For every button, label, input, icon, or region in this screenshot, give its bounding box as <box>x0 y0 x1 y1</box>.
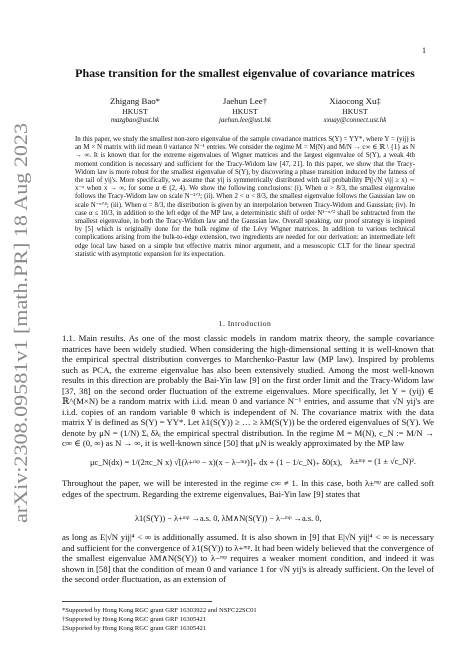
paragraph-main-results: 1.1. Main results. As one of the most classic models in random matrix theory, the sample covariance matrices have been widely studied. When considering the high-dimensional setting it is well-known that the empirical spectral distribution converges to Marchenko-Pastur law (MP law). Inspired by problems such as PCA, the extreme eigenvalue has also been extensively studied. Among the most well-known results in this direction are probably the Bai-Yin law [9] on the first order limit and the Tracy-Widom law [37, 38] on the second order fluctuation of the extreme eigenvalues. More specifically, let Y = (yij) ∈ ℝ^(M×N) be a random matrix with i.i.d. mean 0 and variance N⁻¹ entries, and assume that √N yij's are i.i.d. copies of an random variable θ which is independent of N. The covariance matrix with the data matrix Y is defined as S(Y) = YY*. Let λ1(S(Y)) ≥ … ≥ λM(S(Y)) be the ordered eigenvalues of S(Y). We denote by μN = (1/N) Σᵢ δλᵢ the empirical spectral distribution. In the regime M = M(N), c_N := M/N → c∞ ∈ (0, ∞) as N → ∞, it is well-known since [50] that μN is weakly approximated by the MP law <box>62 333 434 448</box>
author-affiliation: HKUST <box>122 107 148 116</box>
paper-title: Phase transition for the smallest eigenvalue of covariance matrices <box>75 66 415 80</box>
author-name: Jaehun Lee† <box>222 96 268 106</box>
author-email[interactable]: mazgbao@ust.hk <box>110 116 160 124</box>
section-heading: 1. Introduction <box>218 319 272 328</box>
abstract: In this paper, we study the smallest non-zero eigenvalue of the sample covariance matrices S(Y) = YY*, where Y = (yij) is an M × N matrix with iid mean 0 variance N⁻¹ entries. We consider the regime M = M(N) and M/N → c∞ ∈ ℝ \ {1} as N → ∞. It is known that for the extreme eigenvalues of Wigner matrices and the largest eigenvalue of S(Y), a weak 4th moment condition is necessary and sufficient for the Tracy-Widom law [47, 21]. In this paper, we show that the Tracy-Widom law is more robust for the smallest eigenvalue of S(Y), by discovering a phase transition induced by the fatness of the tail of yij's. More specifically, we assume that yij is symmetrically distributed with tail probability ℙ(|√N yij| ≥ x) ∼ x⁻ᵅ when x → ∞, for some α ∈ (2, 4). We show the following conclusions: (i). When α > 8/3, the smallest eigenvalue follows the Tracy-Widom law on scale N⁻²ᐟ³; (ii). When 2 < α < 8/3, the smallest eigenvalue follows the Gaussian law on scale N⁻ᵅᐟ⁴; (iii). When α = 8/3, the distribution is given by an interpolation between Tracy-Widom and Gaussian; (iv). In case α ≤ 10/3, in addition to the left edge of the MP law, a deterministic shift of order N¹⁻ᵅᐟ² shall be subtracted from the smallest eigenvalue, in both the Tracy-Widom law and the Gaussian law. Overall speaking, our proof strategy is inspired by [5] which is originally done for the bulk regime of the Lévy Wigner matrices. In addition to various technical complications arising from the bulk-to-edge extension, two ingredients are needed for our derivation: an intermediate left edge local law based on a simple but effective matrix minor argument, and a mesoscopic CLT for the linear spectral statistic with asymptotic expansion for its expectation. <box>75 136 415 258</box>
footnote-1: *Supported by Hong Kong RGC grant GRF 16303922 and NSFC22SC01 <box>62 607 257 614</box>
paragraph-bai-yin: Throughout the paper, we will be interested in the regime c∞ ≠ 1. In this case, both λ±ᵐᵖ are called soft edges of the spectrum. Regarding the extreme eigenvalues, Bai-Yin law [9] states that <box>62 478 434 499</box>
paragraph-moment-condition: as long as E|√N yij|⁴ < ∞ is additionally assumed. It is also shown in [9] that E|√N yij|⁴ < ∞ is necessary and sufficient for the convergence of λ1(S(Y)) to λ+ᵐᵖ. It had been widely believed that the convergence of the smallest eigenvalue λM∧N(S(Y)) to λ−ᵐᵖ requires a weaker moment condition, and indeed it was shown in [58] that the condition of mean 0 and variance 1 for √N yij's is already sufficient. On the level of the second order fluctuation, as an extension of <box>62 532 434 584</box>
author-affiliation: HKUST <box>342 107 368 116</box>
footnote-3: ‡Supported by Hong Kong RGC grant GRF 16305421 <box>62 625 207 632</box>
author-affiliation: HKUST <box>232 107 258 116</box>
page-number: 1 <box>422 46 426 55</box>
arxiv-stamp <box>5 118 35 528</box>
author-name: Zhigang Bao* <box>109 96 161 106</box>
arxiv-id: arXiv:2308.09581v1 [math.PR] 18 Aug 2023 <box>11 178 32 523</box>
author-name: Xiaocong Xu‡ <box>329 96 381 106</box>
author-3 <box>290 96 420 125</box>
footnote-rule <box>62 601 212 602</box>
footnote-2: †Supported by Hong Kong RGC grant GRF 16305421 <box>62 616 207 623</box>
author-email[interactable]: jaehun.lee@ust.hk <box>219 116 271 124</box>
equation-mp-law: μc_N(dx) = 1/(2πc_N x) √[(λ+ᵐᵖ − x)(x − λ−ᵐᵖ)]₊ dx + (1 − 1/c_N)₊ δ0(x), <box>90 458 343 467</box>
equation-bai-yin: λ1(S(Y)) − λ+ᵐᵖ →a.s. 0, λM∧N(S(Y)) − λ−ᵐᵖ →a.s. 0, <box>135 514 322 523</box>
paper-page <box>50 0 440 670</box>
equation-mp-edges: λ±ᵐᵖ = (1 ± √c_N)². <box>350 457 416 466</box>
author-email[interactable]: xxuay@connect.ust.hk <box>323 116 387 124</box>
